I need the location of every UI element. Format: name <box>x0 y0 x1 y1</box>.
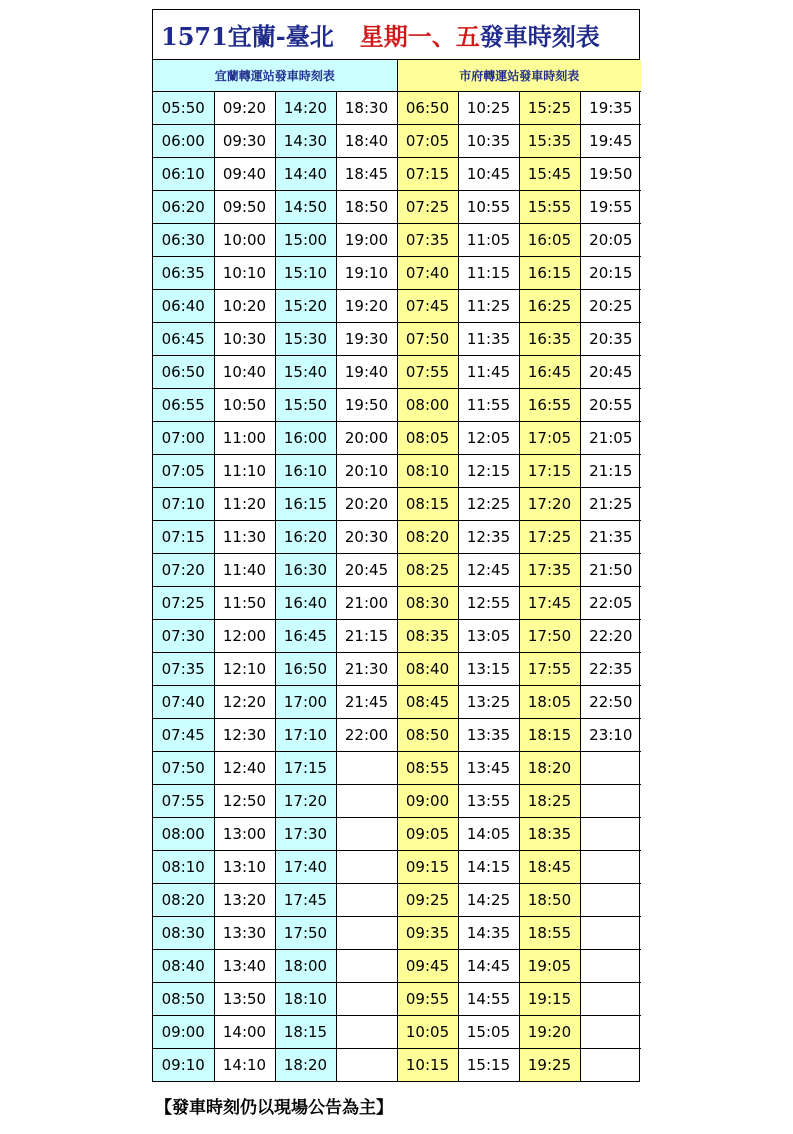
time-cell: 21:35 <box>580 521 641 554</box>
time-cell: 09:25 <box>397 884 458 917</box>
time-cell: 17:30 <box>275 818 336 851</box>
time-cell: 17:50 <box>275 917 336 950</box>
table-row <box>153 158 641 191</box>
time-cell: 12:35 <box>458 521 519 554</box>
time-cell: 12:25 <box>458 488 519 521</box>
time-cell: 06:10 <box>153 158 214 191</box>
table-row <box>153 92 641 125</box>
time-cell: 18:20 <box>519 752 580 785</box>
time-cell: 13:25 <box>458 686 519 719</box>
time-cell: 09:55 <box>397 983 458 1016</box>
time-cell: 18:30 <box>336 92 397 125</box>
time-cell: 17:55 <box>519 653 580 686</box>
time-cell: 15:20 <box>275 290 336 323</box>
time-cell: 18:25 <box>519 785 580 818</box>
time-cell: 07:35 <box>397 224 458 257</box>
time-cell: 16:45 <box>519 356 580 389</box>
time-cell: 13:00 <box>214 818 275 851</box>
time-cell: 19:20 <box>519 1016 580 1049</box>
time-cell: 16:50 <box>275 653 336 686</box>
time-cell: 07:30 <box>153 620 214 653</box>
time-cell: 17:50 <box>519 620 580 653</box>
time-cell <box>336 818 397 851</box>
time-cell: 07:50 <box>397 323 458 356</box>
time-cell: 16:15 <box>519 257 580 290</box>
time-cell: 08:15 <box>397 488 458 521</box>
time-cell <box>580 950 641 983</box>
time-cell: 16:30 <box>275 554 336 587</box>
time-cell: 12:05 <box>458 422 519 455</box>
table-row <box>153 653 641 686</box>
title-days: 星期一、五 <box>359 22 480 51</box>
footer-note: 【發車時刻仍以現場公告為主】 <box>155 1098 393 1118</box>
time-cell <box>580 1049 641 1082</box>
time-cell: 08:20 <box>153 884 214 917</box>
time-cell: 08:50 <box>153 983 214 1016</box>
time-cell: 19:05 <box>519 950 580 983</box>
time-cell: 09:00 <box>153 1016 214 1049</box>
time-cell: 10:55 <box>458 191 519 224</box>
time-cell: 20:55 <box>580 389 641 422</box>
time-cell: 07:45 <box>153 719 214 752</box>
table-row <box>153 752 641 785</box>
time-cell: 10:45 <box>458 158 519 191</box>
time-cell: 13:15 <box>458 653 519 686</box>
table-row <box>153 257 641 290</box>
time-cell: 08:20 <box>397 521 458 554</box>
time-cell: 10:30 <box>214 323 275 356</box>
time-cell: 07:00 <box>153 422 214 455</box>
time-cell: 14:00 <box>214 1016 275 1049</box>
time-cell <box>336 917 397 950</box>
time-cell: 19:20 <box>336 290 397 323</box>
time-cell: 22:20 <box>580 620 641 653</box>
time-cell <box>336 851 397 884</box>
time-cell: 08:30 <box>153 917 214 950</box>
time-cell: 09:45 <box>397 950 458 983</box>
time-cell: 11:15 <box>458 257 519 290</box>
time-cell <box>336 884 397 917</box>
time-cell: 06:20 <box>153 191 214 224</box>
time-cell: 08:05 <box>397 422 458 455</box>
time-cell: 17:20 <box>275 785 336 818</box>
time-cell: 07:05 <box>153 455 214 488</box>
time-cell: 18:55 <box>519 917 580 950</box>
time-cell: 09:35 <box>397 917 458 950</box>
time-cell: 16:05 <box>519 224 580 257</box>
time-cell: 12:00 <box>214 620 275 653</box>
time-cell: 16:20 <box>275 521 336 554</box>
time-cell: 13:35 <box>458 719 519 752</box>
time-cell: 18:05 <box>519 686 580 719</box>
time-cell: 06:00 <box>153 125 214 158</box>
table-row <box>153 455 641 488</box>
time-cell: 16:40 <box>275 587 336 620</box>
time-cell: 22:00 <box>336 719 397 752</box>
time-cell: 06:55 <box>153 389 214 422</box>
time-cell: 19:50 <box>336 389 397 422</box>
table-row <box>153 323 641 356</box>
time-cell: 21:05 <box>580 422 641 455</box>
time-cell: 14:10 <box>214 1049 275 1082</box>
time-cell: 15:25 <box>519 92 580 125</box>
time-cell: 07:05 <box>397 125 458 158</box>
time-cell: 08:25 <box>397 554 458 587</box>
time-cell: 09:20 <box>214 92 275 125</box>
time-cell: 15:35 <box>519 125 580 158</box>
time-cell <box>580 851 641 884</box>
table-row <box>153 917 641 950</box>
time-cell: 14:15 <box>458 851 519 884</box>
time-cell: 06:40 <box>153 290 214 323</box>
time-cell: 20:15 <box>580 257 641 290</box>
time-cell: 19:55 <box>580 191 641 224</box>
time-cell: 18:35 <box>519 818 580 851</box>
time-cell: 08:30 <box>397 587 458 620</box>
time-cell: 11:20 <box>214 488 275 521</box>
time-cell: 06:50 <box>153 356 214 389</box>
time-cell: 07:15 <box>397 158 458 191</box>
time-cell: 10:15 <box>397 1049 458 1082</box>
table-row <box>153 125 641 158</box>
time-cell: 14:05 <box>458 818 519 851</box>
time-cell: 15:15 <box>458 1049 519 1082</box>
time-cell <box>336 950 397 983</box>
time-cell: 20:35 <box>580 323 641 356</box>
table-row <box>153 356 641 389</box>
time-cell: 08:55 <box>397 752 458 785</box>
time-cell: 10:00 <box>214 224 275 257</box>
time-cell: 09:10 <box>153 1049 214 1082</box>
time-cell: 07:10 <box>153 488 214 521</box>
time-cell <box>580 884 641 917</box>
time-cell: 20:20 <box>336 488 397 521</box>
time-cell: 16:15 <box>275 488 336 521</box>
time-cell: 13:40 <box>214 950 275 983</box>
time-cell: 07:55 <box>153 785 214 818</box>
time-cell: 18:10 <box>275 983 336 1016</box>
title-tail: 發車時刻表 <box>479 22 600 51</box>
time-cell: 19:40 <box>336 356 397 389</box>
time-cell <box>336 785 397 818</box>
time-cell: 20:45 <box>336 554 397 587</box>
time-cell: 18:20 <box>275 1049 336 1082</box>
time-cell: 14:20 <box>275 92 336 125</box>
time-cell: 17:05 <box>519 422 580 455</box>
time-cell <box>336 752 397 785</box>
table-row <box>153 785 641 818</box>
time-cell: 09:30 <box>214 125 275 158</box>
table-row <box>153 884 641 917</box>
time-cell: 14:55 <box>458 983 519 1016</box>
table-row <box>153 521 641 554</box>
time-cell: 15:50 <box>275 389 336 422</box>
time-cell <box>580 818 641 851</box>
table-row <box>153 983 641 1016</box>
time-cell: 11:00 <box>214 422 275 455</box>
time-cell: 15:05 <box>458 1016 519 1049</box>
time-cell: 12:10 <box>214 653 275 686</box>
timetable <box>153 60 641 1081</box>
time-cell: 07:25 <box>397 191 458 224</box>
time-cell: 14:50 <box>275 191 336 224</box>
time-cell: 12:15 <box>458 455 519 488</box>
time-cell: 06:45 <box>153 323 214 356</box>
time-cell: 17:00 <box>275 686 336 719</box>
time-cell: 17:15 <box>519 455 580 488</box>
time-cell: 08:10 <box>153 851 214 884</box>
time-cell: 07:45 <box>397 290 458 323</box>
time-cell: 17:10 <box>275 719 336 752</box>
time-cell: 12:45 <box>458 554 519 587</box>
time-cell: 14:40 <box>275 158 336 191</box>
time-cell <box>336 1016 397 1049</box>
time-cell <box>580 1016 641 1049</box>
time-cell: 11:55 <box>458 389 519 422</box>
time-cell: 18:00 <box>275 950 336 983</box>
time-cell: 11:25 <box>458 290 519 323</box>
time-cell: 19:00 <box>336 224 397 257</box>
table-row <box>153 191 641 224</box>
time-cell: 06:50 <box>397 92 458 125</box>
time-cell: 21:25 <box>580 488 641 521</box>
time-cell <box>336 983 397 1016</box>
time-cell: 18:15 <box>519 719 580 752</box>
time-cell: 09:40 <box>214 158 275 191</box>
time-cell: 08:40 <box>397 653 458 686</box>
time-cell: 07:25 <box>153 587 214 620</box>
time-cell: 08:40 <box>153 950 214 983</box>
time-cell: 15:30 <box>275 323 336 356</box>
time-cell: 12:55 <box>458 587 519 620</box>
time-cell: 21:00 <box>336 587 397 620</box>
time-cell: 09:15 <box>397 851 458 884</box>
time-cell: 07:35 <box>153 653 214 686</box>
time-cell: 17:25 <box>519 521 580 554</box>
time-cell: 17:15 <box>275 752 336 785</box>
table-row <box>153 389 641 422</box>
time-cell: 20:05 <box>580 224 641 257</box>
table-row <box>153 1049 641 1082</box>
title-route: 1571宜蘭-臺北 <box>161 22 334 51</box>
time-cell: 18:40 <box>336 125 397 158</box>
time-cell <box>580 983 641 1016</box>
time-cell: 11:10 <box>214 455 275 488</box>
table-row <box>153 851 641 884</box>
time-cell: 17:45 <box>275 884 336 917</box>
time-cell: 20:45 <box>580 356 641 389</box>
time-cell: 18:45 <box>336 158 397 191</box>
table-row <box>153 1016 641 1049</box>
time-cell: 08:00 <box>397 389 458 422</box>
time-cell: 08:35 <box>397 620 458 653</box>
time-cell: 11:45 <box>458 356 519 389</box>
table-row <box>153 587 641 620</box>
time-cell: 16:00 <box>275 422 336 455</box>
time-cell: 08:00 <box>153 818 214 851</box>
time-cell: 10:35 <box>458 125 519 158</box>
time-cell: 21:45 <box>336 686 397 719</box>
time-cell: 13:20 <box>214 884 275 917</box>
time-cell: 07:15 <box>153 521 214 554</box>
time-cell: 12:20 <box>214 686 275 719</box>
time-cell <box>580 785 641 818</box>
time-cell: 19:10 <box>336 257 397 290</box>
time-cell: 11:40 <box>214 554 275 587</box>
table-row <box>153 686 641 719</box>
time-cell: 20:25 <box>580 290 641 323</box>
time-cell: 20:10 <box>336 455 397 488</box>
time-cell: 20:00 <box>336 422 397 455</box>
table-row <box>153 950 641 983</box>
time-cell: 09:00 <box>397 785 458 818</box>
time-cell: 16:45 <box>275 620 336 653</box>
table-row <box>153 290 641 323</box>
time-cell: 18:45 <box>519 851 580 884</box>
time-cell: 13:45 <box>458 752 519 785</box>
time-cell: 12:50 <box>214 785 275 818</box>
time-cell: 07:50 <box>153 752 214 785</box>
time-cell: 10:20 <box>214 290 275 323</box>
time-cell: 17:45 <box>519 587 580 620</box>
time-cell: 18:50 <box>336 191 397 224</box>
time-cell: 23:10 <box>580 719 641 752</box>
time-cell: 13:55 <box>458 785 519 818</box>
table-row <box>153 818 641 851</box>
time-cell <box>336 1049 397 1082</box>
time-cell: 06:30 <box>153 224 214 257</box>
timetable-sheet <box>152 9 640 1082</box>
table-row <box>153 422 641 455</box>
time-cell: 16:25 <box>519 290 580 323</box>
time-cell: 20:30 <box>336 521 397 554</box>
time-cell: 19:35 <box>580 92 641 125</box>
time-cell: 13:05 <box>458 620 519 653</box>
time-cell: 19:25 <box>519 1049 580 1082</box>
time-cell: 19:50 <box>580 158 641 191</box>
time-cell: 14:30 <box>275 125 336 158</box>
time-cell: 09:50 <box>214 191 275 224</box>
time-cell: 13:30 <box>214 917 275 950</box>
time-cell: 17:40 <box>275 851 336 884</box>
time-cell: 10:10 <box>214 257 275 290</box>
time-cell: 21:30 <box>336 653 397 686</box>
page-title <box>153 10 639 60</box>
time-cell: 09:05 <box>397 818 458 851</box>
time-cell: 07:20 <box>153 554 214 587</box>
time-cell: 19:15 <box>519 983 580 1016</box>
time-cell: 21:15 <box>580 455 641 488</box>
time-cell: 19:30 <box>336 323 397 356</box>
time-cell: 15:40 <box>275 356 336 389</box>
time-cell: 16:35 <box>519 323 580 356</box>
time-cell: 05:50 <box>153 92 214 125</box>
time-cell: 22:50 <box>580 686 641 719</box>
time-cell: 17:20 <box>519 488 580 521</box>
table-row <box>153 224 641 257</box>
time-cell: 12:40 <box>214 752 275 785</box>
time-cell: 14:45 <box>458 950 519 983</box>
time-cell: 21:15 <box>336 620 397 653</box>
time-cell: 14:25 <box>458 884 519 917</box>
yilan-header: 宜蘭轉運站發車時刻表 <box>153 60 397 92</box>
table-row <box>153 620 641 653</box>
time-cell: 11:50 <box>214 587 275 620</box>
time-cell: 07:55 <box>397 356 458 389</box>
time-cell: 16:55 <box>519 389 580 422</box>
taipei-header: 市府轉運站發車時刻表 <box>397 60 641 92</box>
table-row <box>153 488 641 521</box>
time-cell: 16:10 <box>275 455 336 488</box>
time-cell: 10:05 <box>397 1016 458 1049</box>
time-cell: 21:50 <box>580 554 641 587</box>
time-cell: 11:05 <box>458 224 519 257</box>
time-cell: 15:00 <box>275 224 336 257</box>
time-cell: 15:10 <box>275 257 336 290</box>
time-cell: 15:55 <box>519 191 580 224</box>
time-cell <box>580 752 641 785</box>
time-cell: 08:10 <box>397 455 458 488</box>
time-cell: 15:45 <box>519 158 580 191</box>
time-cell: 10:40 <box>214 356 275 389</box>
time-cell: 08:45 <box>397 686 458 719</box>
time-cell: 07:40 <box>153 686 214 719</box>
time-cell: 14:35 <box>458 917 519 950</box>
time-cell: 17:35 <box>519 554 580 587</box>
time-cell: 08:50 <box>397 719 458 752</box>
time-cell: 18:50 <box>519 884 580 917</box>
time-cell: 06:35 <box>153 257 214 290</box>
time-cell: 10:50 <box>214 389 275 422</box>
time-cell: 18:15 <box>275 1016 336 1049</box>
time-cell: 12:30 <box>214 719 275 752</box>
time-cell: 22:05 <box>580 587 641 620</box>
time-cell: 11:30 <box>214 521 275 554</box>
time-cell: 13:10 <box>214 851 275 884</box>
table-row <box>153 554 641 587</box>
time-cell: 11:35 <box>458 323 519 356</box>
time-cell: 22:35 <box>580 653 641 686</box>
time-cell: 13:50 <box>214 983 275 1016</box>
time-cell: 19:45 <box>580 125 641 158</box>
table-row <box>153 719 641 752</box>
time-cell: 07:40 <box>397 257 458 290</box>
time-cell <box>580 917 641 950</box>
time-cell: 10:25 <box>458 92 519 125</box>
timetable-body <box>153 92 641 1082</box>
